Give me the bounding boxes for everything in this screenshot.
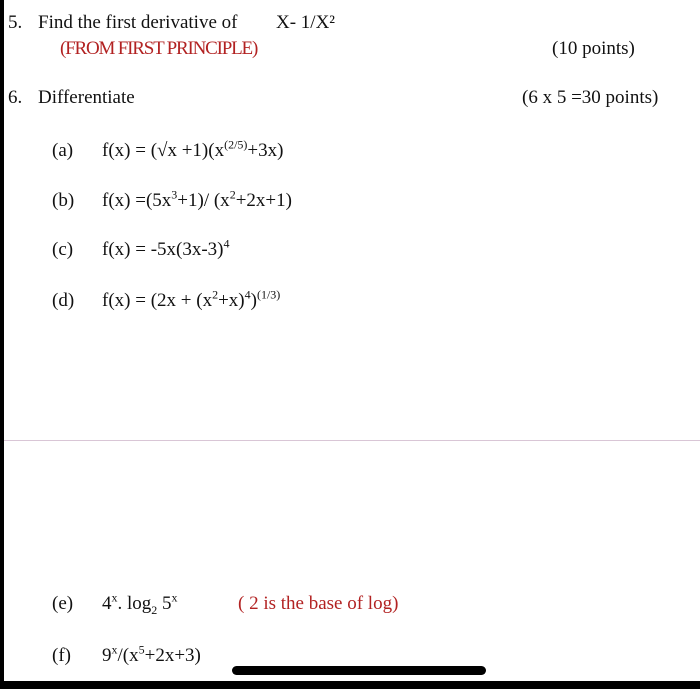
- part-f-expression: $9^x/(x^5+2x+3)$: [102, 642, 201, 666]
- part-e-label: (e): [52, 593, 74, 614]
- part-d-label: (d): [52, 290, 75, 311]
- q5-points: (10 points): [552, 38, 635, 59]
- part-e-expression: 4$^x$. $\log_2 5^x$: [102, 590, 178, 617]
- part-f-label: (f): [52, 645, 71, 666]
- part-a-expression: $f(x) = (√x +1)(x^{(2/5)}+3x)$: [102, 137, 284, 161]
- worksheet-page: [4, 0, 700, 681]
- q6-text: Differentiate: [38, 87, 135, 108]
- part-c-expression: $f(x) = -5x(3x-3)^4$: [102, 236, 230, 260]
- q5-number: 5.: [8, 12, 23, 33]
- part-a-label: (a): [52, 140, 74, 161]
- section-divider: [4, 440, 700, 441]
- part-b-label: (b): [52, 190, 75, 211]
- q5-expression: X- 1/X²: [276, 12, 335, 33]
- q6-points: (6 x 5 =30 points): [522, 87, 659, 108]
- part-c-label: (c): [52, 239, 74, 260]
- q6-number: 6.: [8, 87, 23, 108]
- part-e-note: ( 2 is the base of log): [238, 593, 399, 614]
- part-d-expression: $f(x) = (2x + (x^2+x)^4)^{(1/3)}$: [102, 287, 281, 311]
- q5-text: Find the first derivative of: [38, 12, 238, 33]
- part-b-expression: $f(x) =(5x^3+1)/$ $(x^2+2x+1)$: [102, 187, 292, 211]
- q5-method: (FROM FIRST PRINCIPLE): [60, 38, 258, 59]
- home-indicator-bar[interactable]: [232, 666, 486, 675]
